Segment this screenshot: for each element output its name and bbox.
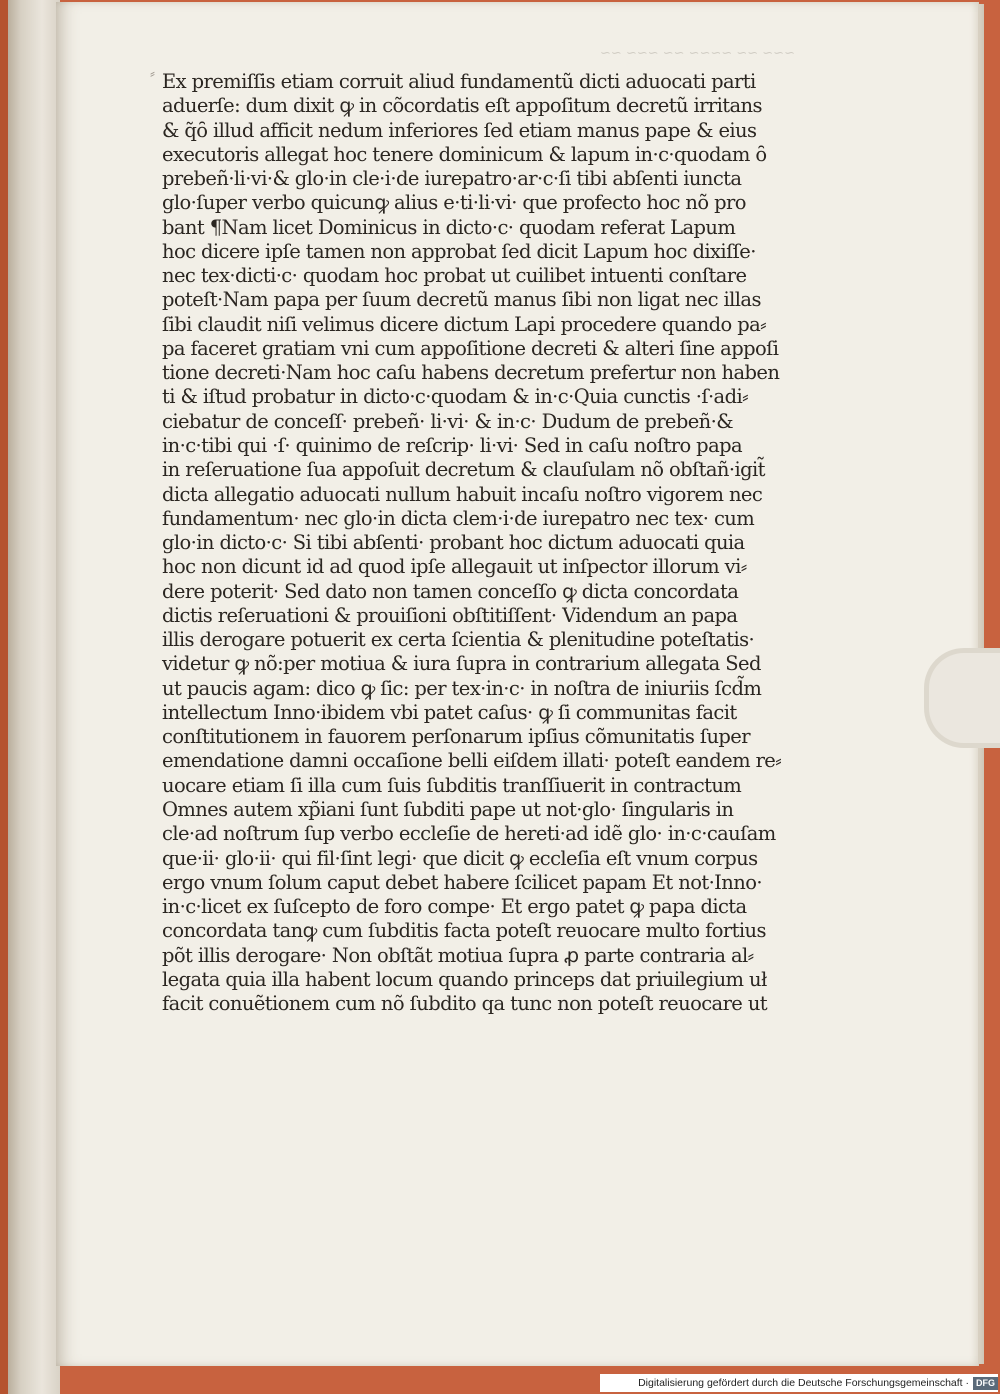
text-line: in reſeruatione ſua appoſuit decretum & clauſulam nõ obſtañ·igit̃ (162, 458, 765, 482)
text-line: ut paucis agam: dico ꝙ ſic: per tex·in·c· in noſtra de iniuriis ſcd̃m (162, 676, 762, 700)
text-line: uocare etiam ſi illa cum ſuis ſubditis tranſſiuerit in contractum (162, 773, 742, 797)
text-line: ſibi claudit niſi velimus dicere dictum Lapi procedere quando pa⸗ (162, 312, 766, 336)
text-line: aduerſe: dum dixit ꝙ in cõcordatis eſt appoſitum decretũ irritans (162, 94, 762, 118)
cover-edge (0, 0, 8, 1394)
text-line: & q̃ȏ illud afficit nedum inferiores ſed etiam manus pape & eius (162, 118, 757, 142)
text-line: intellectum Inno·ibidem vbi patet caſus· ꝙ ſi communitas facit (162, 700, 737, 724)
text-line: dictis reſeruationi & prouiſioni obſtitiſſent· Videndum an papa (162, 603, 738, 627)
text-line: concordata tanꝙ cum ſubditis facta poteſt reuocare multo fortius (162, 919, 766, 943)
text-line: pa faceret gratiam vni cum appoſitione decreti & alteri ſine appoſi (162, 336, 779, 360)
text-line: dicta allegatio aduocati nullum habuit incaſu noſtro vigorem nec (162, 482, 763, 506)
text-line: poteſt·Nam papa per ſuum decretũ manus ſibi non ligat nec illas (162, 288, 761, 312)
text-line: illis derogare potuerit ex certa ſcientia & plenitudine poteſtatis· (162, 628, 755, 652)
text-line: Ex premiſſis etiam corruit aliud fundamentũ dicti aduocati parti (162, 70, 756, 93)
text-line: glo·ſuper verbo quicunꝙ alius e·ti·li·vi· que profecto hoc nõ pro (162, 191, 746, 215)
text-line: cle·ad noſtrum ſup verbo eccleſie de hereti·ad idẽ glo· in·c·cauſam (162, 822, 776, 846)
footer-credit: Digitalisierung gefördert durch die Deutsche Forschungsgemeinschaft · (638, 1377, 969, 1389)
facing-page-edge (0, 0, 60, 1394)
dfg-logo: DFG (973, 1377, 998, 1390)
show-through-text: ∼∼∼ ∼∼ ∼∼∼∼ ∼∼ ∼∼∼ ∼∼ (600, 46, 795, 61)
binding-bottom-edge (0, 1366, 600, 1394)
text-line: ergo vnum ſolum caput debet habere ſcilicet papam Et not·Inno· (162, 870, 762, 894)
ribbon-tab (924, 648, 1000, 748)
text-line: hoc non dicunt id ad quod ipſe allegauit ut inſpector illorum vi⸗ (162, 555, 747, 579)
text-line: fundamentum· nec glo·in dicta clem·i·de iurepatro nec tex· cum (162, 506, 755, 530)
text-line: hoc dicere ipſe tamen non approbat ſed dicit Lapum hoc dixiſſe· (162, 239, 756, 263)
text-line: in·c·licet ex ſuſcepto de foro compe· Et ergo patet ꝙ papa dicta (162, 895, 747, 919)
text-line: nec tex·dicti·c· quodam hoc probat ut cuilibet intuenti conſtare (162, 264, 747, 288)
text-line: põt illis derogare· Non obſtãt motiua ſupra ꝓ parte contraria al⸗ (162, 943, 754, 967)
text-line: glo·in dicto·c· Si tibi abſenti· probant hoc dictum aduocati quia (162, 531, 745, 555)
text-line: dere poterit· Sed dato non tamen conceſſo ꝙ dicta concordata (162, 579, 739, 603)
text-line: executoris allegat hoc tenere dominicum & lapum in·c·quodam ȏ (162, 142, 767, 166)
margin-mark: ⸗ (150, 64, 155, 82)
digitization-footer (600, 1374, 998, 1392)
incunable-text-block (162, 70, 787, 1016)
text-line: que·ii· glo·ii· qui fil·ſint legi· que dicit ꝙ eccleſia eſt vnum corpus (162, 846, 758, 870)
text-line: conſtitutionem in fauorem perſonarum ipſius cõmunitatis ſuper (162, 725, 750, 749)
text-line: legata quia illa habent locum quando princeps dat priuilegium uł (162, 967, 767, 991)
text-line: videtur ꝙ nõ:per motiua & iura ſupra in contrarium allegata Sed (162, 652, 761, 676)
text-line: facit conuẽtionem cum nõ ſubdito qa tunc non poteſt reuocare ut (162, 992, 768, 1016)
text-line: Omnes autem xp̃iani ſunt ſubditi pape ut not·glo· ſingularis in (162, 797, 734, 821)
text-line: ti & iſtud probatur in dicto·c·quodam & in·c·Quia cunctis ·ſ·adi⸗ (162, 385, 749, 409)
text-line: bant ¶Nam licet Dominicus in dicto·c· quodam referat Lapum (162, 215, 736, 239)
text-line: in·c·tibi qui ·ſ· quinimo de reſcrip· li·vi· Sed in caſu noſtro papa (162, 433, 743, 457)
text-line: prebeñ·li·vi·& glo·in cle·i·de iurepatro·ar·c·ſi tibi abſenti iuncta (162, 167, 742, 191)
text-line: tione decreti·Nam hoc caſu habens decretum prefertur non haben (162, 361, 780, 385)
text-line: emendatione damni occaſione belli eiſdem illati· poteſt eandem re⸗ (162, 749, 782, 773)
text-line: ciebatur de conceſſ· prebeñ· li·vi· & in·c· Dudum de prebeñ·& (162, 409, 733, 433)
